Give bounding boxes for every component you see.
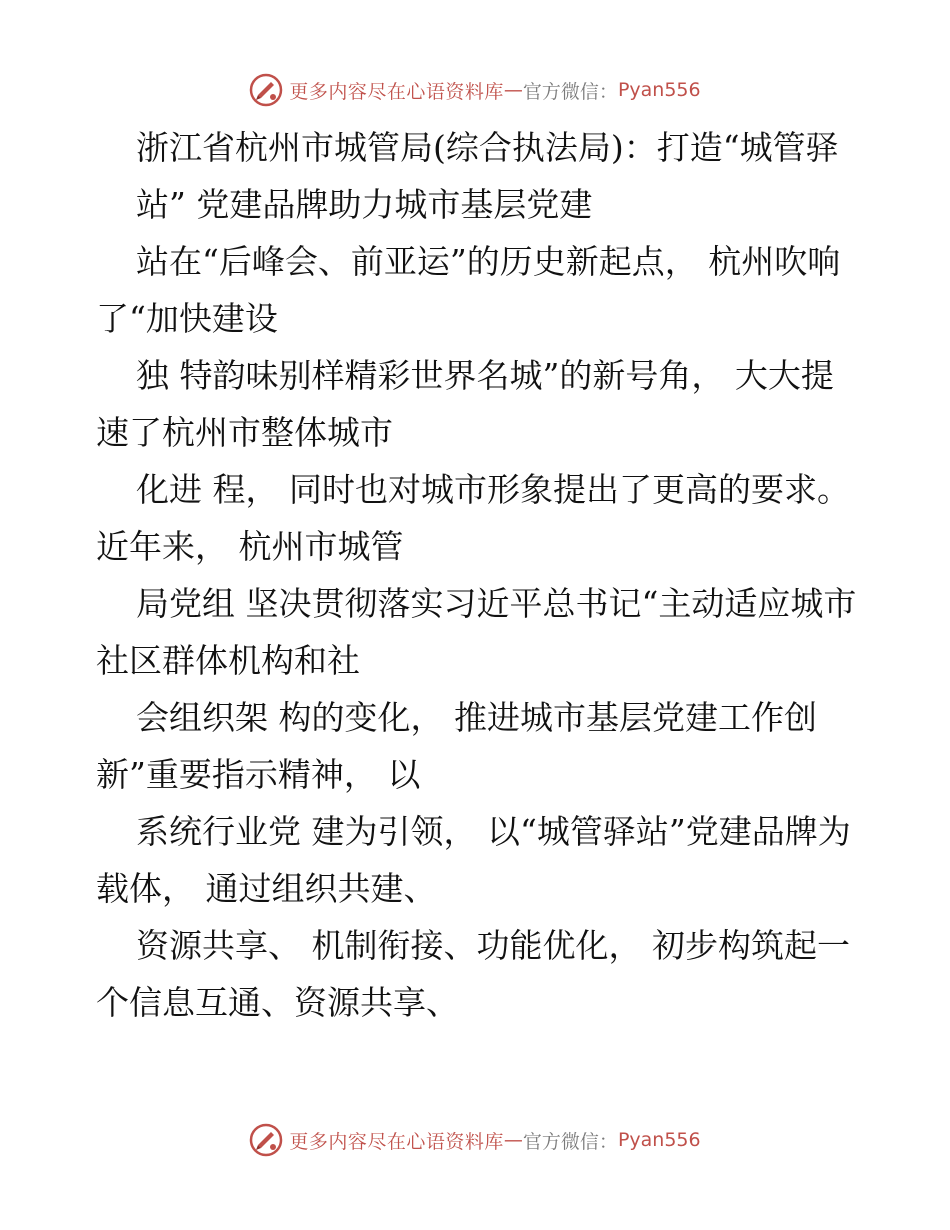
watermark-wechat-id: Pyan556 bbox=[617, 79, 701, 101]
brand-logo-icon bbox=[249, 73, 283, 107]
watermark-footer bbox=[0, 1120, 950, 1160]
paragraph: 系统行业党 建为引领， 以“城管驿站”党建品牌为载体， 通过组织共建、 bbox=[96, 812, 851, 908]
watermark-wechat-id: Pyan556 bbox=[617, 1129, 701, 1151]
paragraph: 会组织架 构的变化， 推进城市基层党建工作创新”重要指示精神， 以 bbox=[96, 698, 817, 794]
paragraph: 局党组 坚决贯彻落实习近平总书记“主动适应城市社区群体机构和社 bbox=[96, 584, 857, 680]
watermark-dash: — bbox=[503, 79, 523, 101]
watermark-header bbox=[0, 70, 950, 110]
watermark-wechat-label: 官方微信： bbox=[522, 80, 618, 103]
watermark-dash: — bbox=[503, 1129, 523, 1151]
watermark-brand: 更多内容尽在心语资料库 bbox=[289, 80, 504, 103]
paragraph: 站在“后峰会、前亚运”的历史新起点， 杭州吹响了“加快建设 bbox=[96, 242, 841, 338]
paragraph: 资源共享、 机制衔接、功能优化， 初步构筑起一个信息互通、资源共享、 bbox=[96, 926, 850, 1022]
paragraph: 化进 程， 同时也对城市形象提出了更高的要求。近年来， 杭州市城管 bbox=[96, 470, 850, 566]
paragraph: 站” 党建品牌助力城市基层党建 bbox=[136, 185, 593, 224]
watermark-wechat-label: 官方微信： bbox=[522, 1130, 618, 1153]
paragraph: 浙江省杭州市城管局(综合执法局)：打造“城管驿 bbox=[136, 128, 839, 167]
document-body bbox=[96, 119, 866, 1031]
paragraph: 独 特韵味别样精彩世界名城”的新号角， 大大提速了杭州市整体城市 bbox=[96, 356, 834, 452]
watermark-brand: 更多内容尽在心语资料库 bbox=[289, 1130, 504, 1153]
brand-logo-icon bbox=[249, 1123, 283, 1157]
